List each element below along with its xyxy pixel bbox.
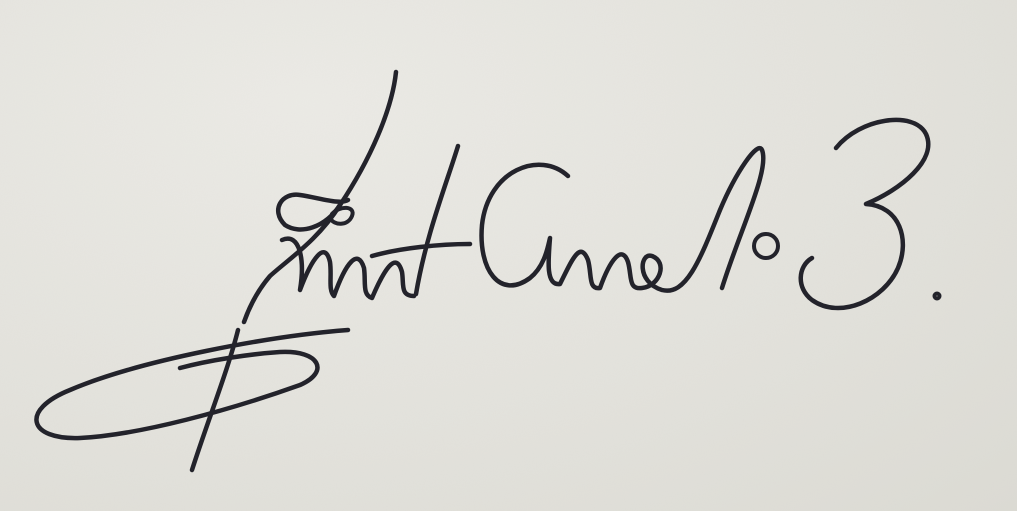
signature-stroke-t-cross [372, 244, 470, 256]
signature-stroke-t-stem [416, 146, 458, 294]
signature-stroke-three [801, 120, 929, 308]
signature-stroke-small-circle [754, 234, 778, 258]
signature-stroke-flourish-oval [36, 330, 348, 438]
signature-stroke-descender [244, 205, 340, 322]
signature-stroke-period [935, 294, 940, 299]
signature-stroke-second-word [482, 148, 764, 291]
